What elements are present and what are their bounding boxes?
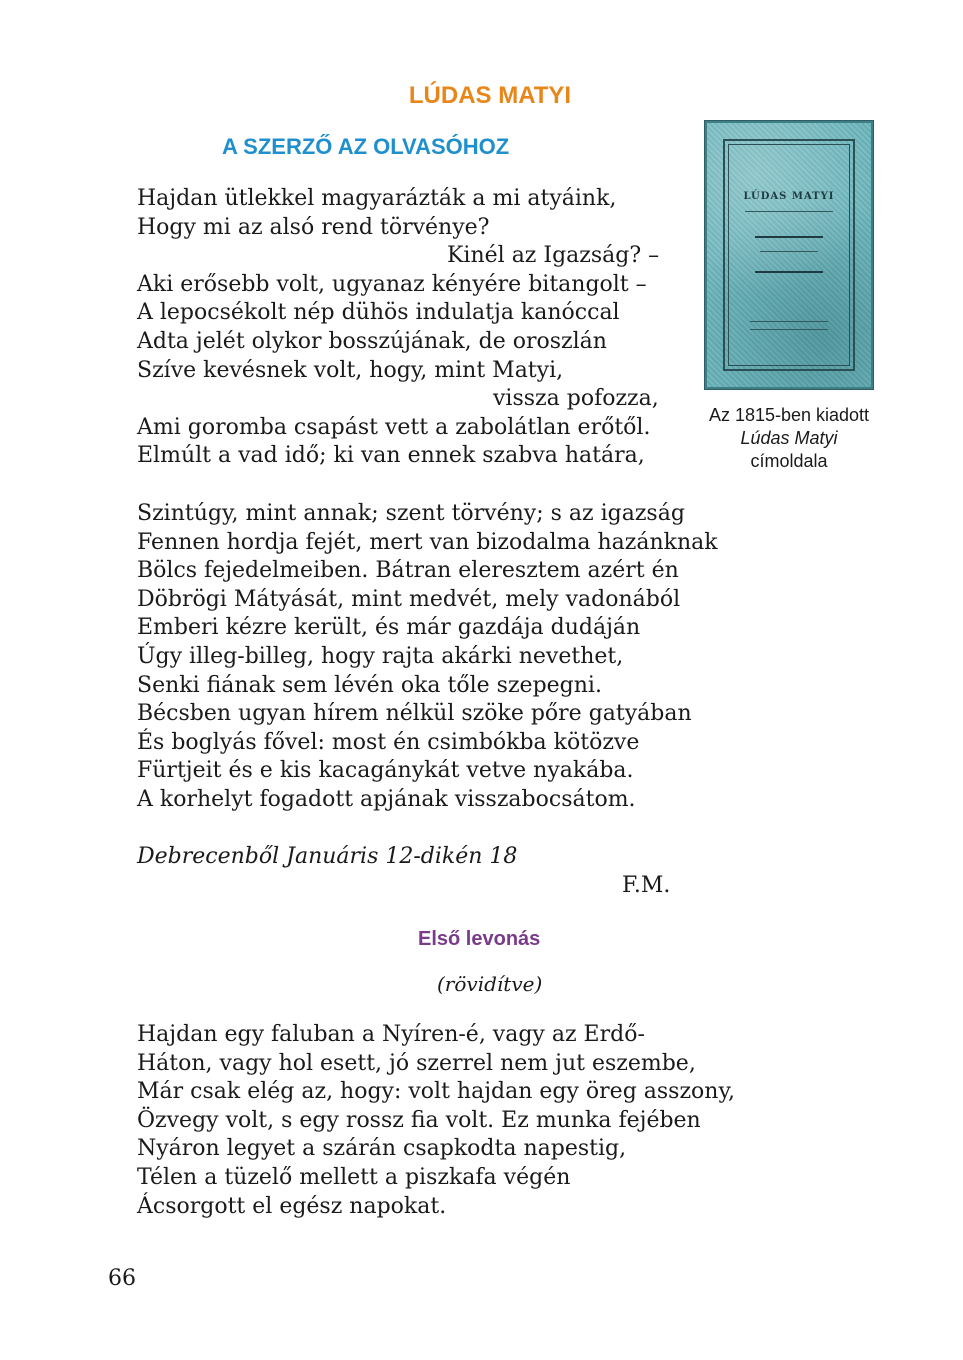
poem-line: Hajdan ütlekkel magyarázták a mi atyáink,	[137, 186, 617, 211]
figure-caption	[704, 404, 874, 473]
poem-line: Hogy mi az alsó rend törvénye?	[137, 214, 490, 240]
signature: F.M.	[622, 873, 671, 898]
dateline: Debrecenből Januáris 12-dikén 18	[137, 844, 518, 869]
caption-book-title: Lúdas Matyi	[740, 428, 838, 448]
poem-line: A lepocsékolt nép dühös indulatja kanóccal	[137, 300, 620, 326]
poem-line: Úgy illeg-billeg, hogy rajta akárki nevethet,	[137, 643, 624, 669]
poem-subtitle: A SZERZŐ AZ OLVASÓHOZ	[222, 134, 510, 159]
stanza-1	[137, 185, 777, 471]
poem-line: Fennen hordja fejét, mert van bizodalma hazánknak	[137, 529, 718, 555]
poem-line: Elmúlt a vad idő; ki van ennek szabva határa,	[137, 443, 645, 469]
cover-rule	[745, 211, 833, 212]
poem-line: Hajdan egy faluban a Nyíren-é, vagy az Erdő-	[137, 1022, 645, 1047]
poem-line: Nyáron legyet a szárán csapkodta napestig,	[137, 1136, 627, 1162]
poem-line: Háton, vagy hol esett, jó szerrel nem jut eszembe,	[137, 1050, 696, 1076]
poem-line: Már csak elég az, hogy: volt hajdan egy öreg asszony,	[137, 1079, 735, 1105]
poem-line: Kinél az Igazság? –	[447, 243, 660, 269]
poem-line: vissza pofozza,	[493, 386, 659, 412]
cover-title: LÚDAS MATYI	[743, 191, 835, 202]
cover-rule	[750, 321, 828, 322]
poem-line: Özvegy volt, s egy rossz fia volt. Ez munka fejében	[137, 1107, 701, 1133]
poem-line: És boglyás fővel: most én csimbókba kötözve	[137, 729, 640, 755]
poem-line: Adta jelét olykor bosszújának, de oroszlán	[137, 328, 607, 354]
poem-line: Ami goromba csapást vett a zabolátlan erőtől.	[137, 414, 651, 440]
poem-line: Szintúgy, mint annak; szent törvény; s az igazság	[137, 501, 685, 526]
poem-line: Aki erősebb volt, ugyanaz kényére bitangolt –	[137, 271, 647, 297]
book-cover-image	[705, 121, 873, 389]
poem-line: A korhelyt fogadott apjának visszabocsátom.	[137, 786, 636, 812]
poem-line: Ácsorgott el egész napokat.	[137, 1193, 447, 1219]
cover-rule	[755, 236, 823, 238]
poem-line: Fürtjeit és e kis kacagánykát vetve nyakába.	[137, 758, 634, 784]
poem-line: Bécsben ugyan hírem nélkül szöke pőre gatyában	[137, 701, 692, 727]
caption-text: címoldala	[750, 451, 828, 471]
stanza-2	[137, 500, 777, 815]
caption-text: Az 1815-ben kiadott	[708, 405, 870, 425]
cover-frame	[723, 139, 855, 371]
section-title: Első levonás	[418, 928, 541, 950]
poem-line: Emberi kézre került, és már gazdája dudáján	[137, 615, 641, 641]
page-number: 66	[108, 1266, 136, 1291]
poem-line: Bölcs fejedelmeiben. Bátran eleresztem azért én	[137, 558, 679, 584]
poem-line: Döbrögi Mátyását, mint medvét, mely vadonából	[137, 586, 681, 612]
poem-line: Szíve kevésnek volt, hogy, mint Matyi,	[137, 357, 564, 383]
cover-rule	[755, 271, 823, 273]
stanza-3	[137, 1021, 777, 1221]
poem-line: Télen a tüzelő mellett a piszkafa végén	[137, 1164, 571, 1190]
page-title: LÚDAS MATYI	[408, 82, 572, 109]
section-note: (rövidítve)	[437, 972, 543, 996]
poem-line: Senki fiának sem lévén oka tőle szepegni.	[137, 672, 602, 698]
cover-rule	[760, 251, 818, 252]
cover-rule	[750, 329, 828, 330]
